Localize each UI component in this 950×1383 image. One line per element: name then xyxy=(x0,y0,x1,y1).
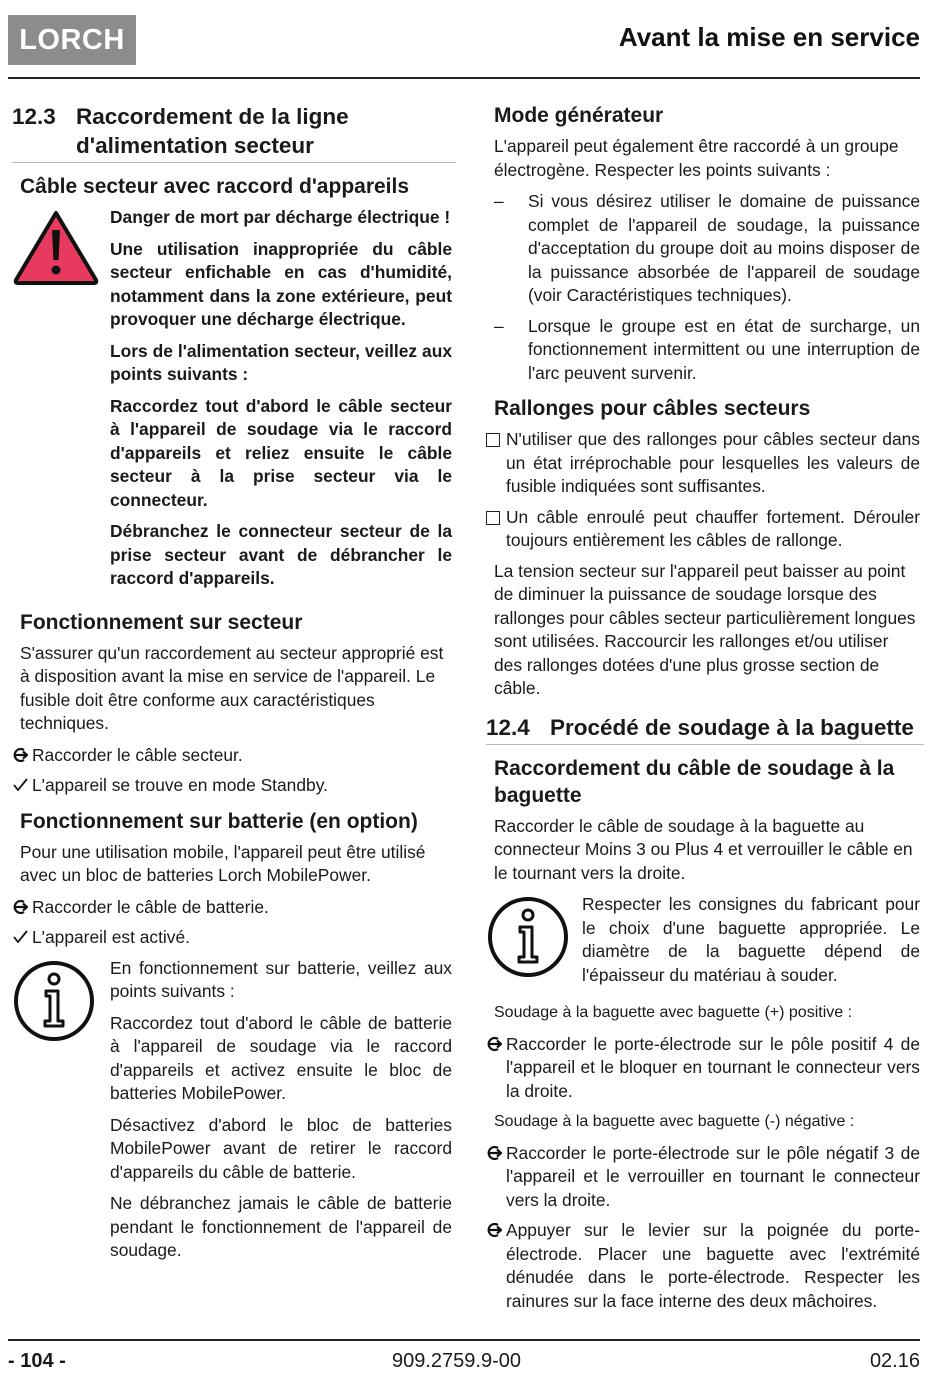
info-icon xyxy=(486,895,582,984)
document-number: 909.2759.9-00 xyxy=(392,1350,522,1372)
warning-text xyxy=(110,206,452,599)
generator-text: L'appareil peut également être raccordé à un groupe électrogène. Respecter les points suivants : xyxy=(494,136,899,180)
battery-operation-text: Pour une utilisation mobile, l'appareil peut être utilisé avec un bloc de batteries Lorch MobilePower. xyxy=(20,841,426,885)
action-arrow-icon xyxy=(486,1142,506,1161)
checkbox-list-item: Un câble enroulé peut chauffer fortement. Dérouler toujours entièrement les câbles de rallonge. xyxy=(486,506,920,553)
warning-triangle-icon xyxy=(12,208,110,291)
checkbox-icon xyxy=(486,506,506,532)
warning-paragraph: Débranchez le connecteur secteur de la prise secteur avant de débrancher le raccord d'appareils. xyxy=(110,521,452,588)
dash-bullet: – xyxy=(494,315,504,336)
positive-rod-label: Soudage à la baguette avec baguette (+) positive : xyxy=(494,1004,853,1021)
subheading-mains-cable: Câble secteur avec raccord d'appareils xyxy=(20,175,410,198)
extension-cables-text: La tension secteur sur l'appareil peut baisser au point de diminuer la puissance de soudage lorsque des rallonges pour câbles secteur particulièrement longues sont utilisées. Raccourcir les rallonges et/ou utiliser des rallonges dotées d'une plus grosse section de câble. xyxy=(494,560,916,698)
checkmark-icon xyxy=(12,774,32,793)
lorch-logo: LORCH xyxy=(8,15,136,65)
info-text xyxy=(110,957,452,1271)
section-number: 12.3 xyxy=(12,104,56,129)
subheading-mains-operation: Fonctionnement sur secteur xyxy=(20,610,303,634)
subheading-generator-mode: Mode générateur xyxy=(494,104,664,127)
warning-title: Danger de mort par décharge électrique ! xyxy=(110,207,451,227)
info-paragraph: Raccordez tout d'abord le câble de batterie à l'appareil de soudage via le raccord d'appareils et activez ensuite le bloc de batteries MobilePower. xyxy=(110,1012,452,1103)
info-block-battery xyxy=(12,957,452,1271)
dash-list-item: – Si vous désirez utiliser le domaine de puissance complet de l'appareil de soudage, la puissance d'acceptation du groupe doit au moins disposer de la puissance absorbée de l'appareil de soudage (voir Caractéristiques techniques). xyxy=(494,190,920,308)
rod-cable-text: Raccorder le câble de soudage à la baguette au connecteur Moins 3 ou Plus 4 et verrouiller le câble en le tournant vers la droite. xyxy=(494,815,913,883)
action-arrow-icon xyxy=(12,896,32,915)
warning-paragraph: Lors de l'alimentation secteur, veillez aux points suivants : xyxy=(110,340,452,384)
action-step: Raccorder le câble secteur. xyxy=(12,744,452,768)
dash-list-item: – Lorsque le groupe est en état de surcharge, un fonctionnement intermittent ou une interruption de l'arc peuvent survenir. xyxy=(494,315,920,386)
negative-rod-label: Soudage à la baguette avec baguette (-) négative : xyxy=(494,1113,855,1130)
action-step: Appuyer sur le levier sur la poignée du porte-électrode. Placer une baguette avec l'extrémité dénudée dans le porte-électrode. Respecter les rainures sur la face interne des deux mâchoires. xyxy=(486,1219,920,1313)
left-column xyxy=(12,100,452,1277)
info-icon xyxy=(12,959,110,1048)
action-arrow-icon xyxy=(486,1219,506,1238)
action-arrow-icon xyxy=(12,744,32,763)
section-title: Procédé de soudage à la baguette xyxy=(550,714,914,740)
section-title: Raccordement de la ligne d'alimentation secteur xyxy=(76,104,349,158)
document-date: 02.16 xyxy=(869,1350,920,1372)
info-paragraph: Désactivez d'abord le bloc de batteries MobilePower avant de retirer le raccord d'appareils du câble de batterie. xyxy=(110,1114,452,1182)
info-block-electrode xyxy=(486,893,920,995)
page-number: - 104 - xyxy=(8,1350,66,1372)
info-paragraph: Respecter les consignes du fabricant pour le choix d'une baguette appropriée. Le diamètre de la baguette dépend de l'épaisseur du matériau à souder. xyxy=(582,894,920,985)
section-heading-12-3 xyxy=(12,102,456,163)
checkmark-icon xyxy=(12,926,32,945)
action-arrow-icon xyxy=(486,1033,506,1052)
warning-paragraph: Une utilisation inappropriée du câble secteur enfichable en cas d'humidité, notamment dans la zone extérieure, peut provoquer une décharge électrique. xyxy=(110,238,452,329)
subheading-extension-cables: Rallonges pour câbles secteurs xyxy=(494,397,811,420)
warning-paragraph: Raccordez tout d'abord le câble secteur à l'appareil de soudage via le raccord d'appareils et reliez ensuite le câble secteur à la prise secteur via le connecteur. xyxy=(110,395,452,510)
mains-operation-text: S'assurer qu'un raccordement au secteur approprié est à disposition avant la mise en service de l'appareil. Le fusible doit être conforme aux caractéristiques techniques. xyxy=(20,642,444,733)
action-step: Raccorder le porte-électrode sur le pôle positif 4 de l'appareil et le bloquer en tournant le connecteur vers la droite. xyxy=(486,1033,920,1104)
action-step: Raccorder le câble de batterie. xyxy=(12,896,452,920)
dash-bullet: – xyxy=(494,191,504,211)
page-header-title: Avant la mise en service xyxy=(618,22,920,52)
checkbox-list-item: N'utiliser que des rallonges pour câbles secteur dans un état irréprochable pour lesquelles les valeurs de fusible indiquées sont suffisantes. xyxy=(486,428,920,499)
result-step: L'appareil est activé. xyxy=(12,926,452,950)
section-heading-12-4 xyxy=(486,713,924,745)
info-paragraph: Ne débranchez jamais le câble de batterie pendant le fonctionnement de l'appareil de soudage. xyxy=(110,1193,452,1260)
warning-block xyxy=(12,206,452,599)
checkbox-icon xyxy=(486,428,506,454)
right-column xyxy=(486,100,920,1320)
info-text xyxy=(582,893,920,995)
action-step: Raccorder le porte-électrode sur le pôle négatif 3 de l'appareil et le verrouiller en tournant le connecteur vers la droite. xyxy=(486,1142,920,1213)
info-paragraph: En fonctionnement sur batterie, veillez aux points suivants : xyxy=(110,957,452,1001)
subheading-rod-cable: Raccordement du câble de soudage à la baguette xyxy=(494,756,895,807)
footer-rule xyxy=(8,1339,920,1341)
result-step: L'appareil se trouve en mode Standby. xyxy=(12,774,452,798)
section-number: 12.4 xyxy=(486,714,530,740)
subheading-battery-operation: Fonctionnement sur batterie (en option) xyxy=(20,809,418,833)
header-rule xyxy=(8,77,920,79)
